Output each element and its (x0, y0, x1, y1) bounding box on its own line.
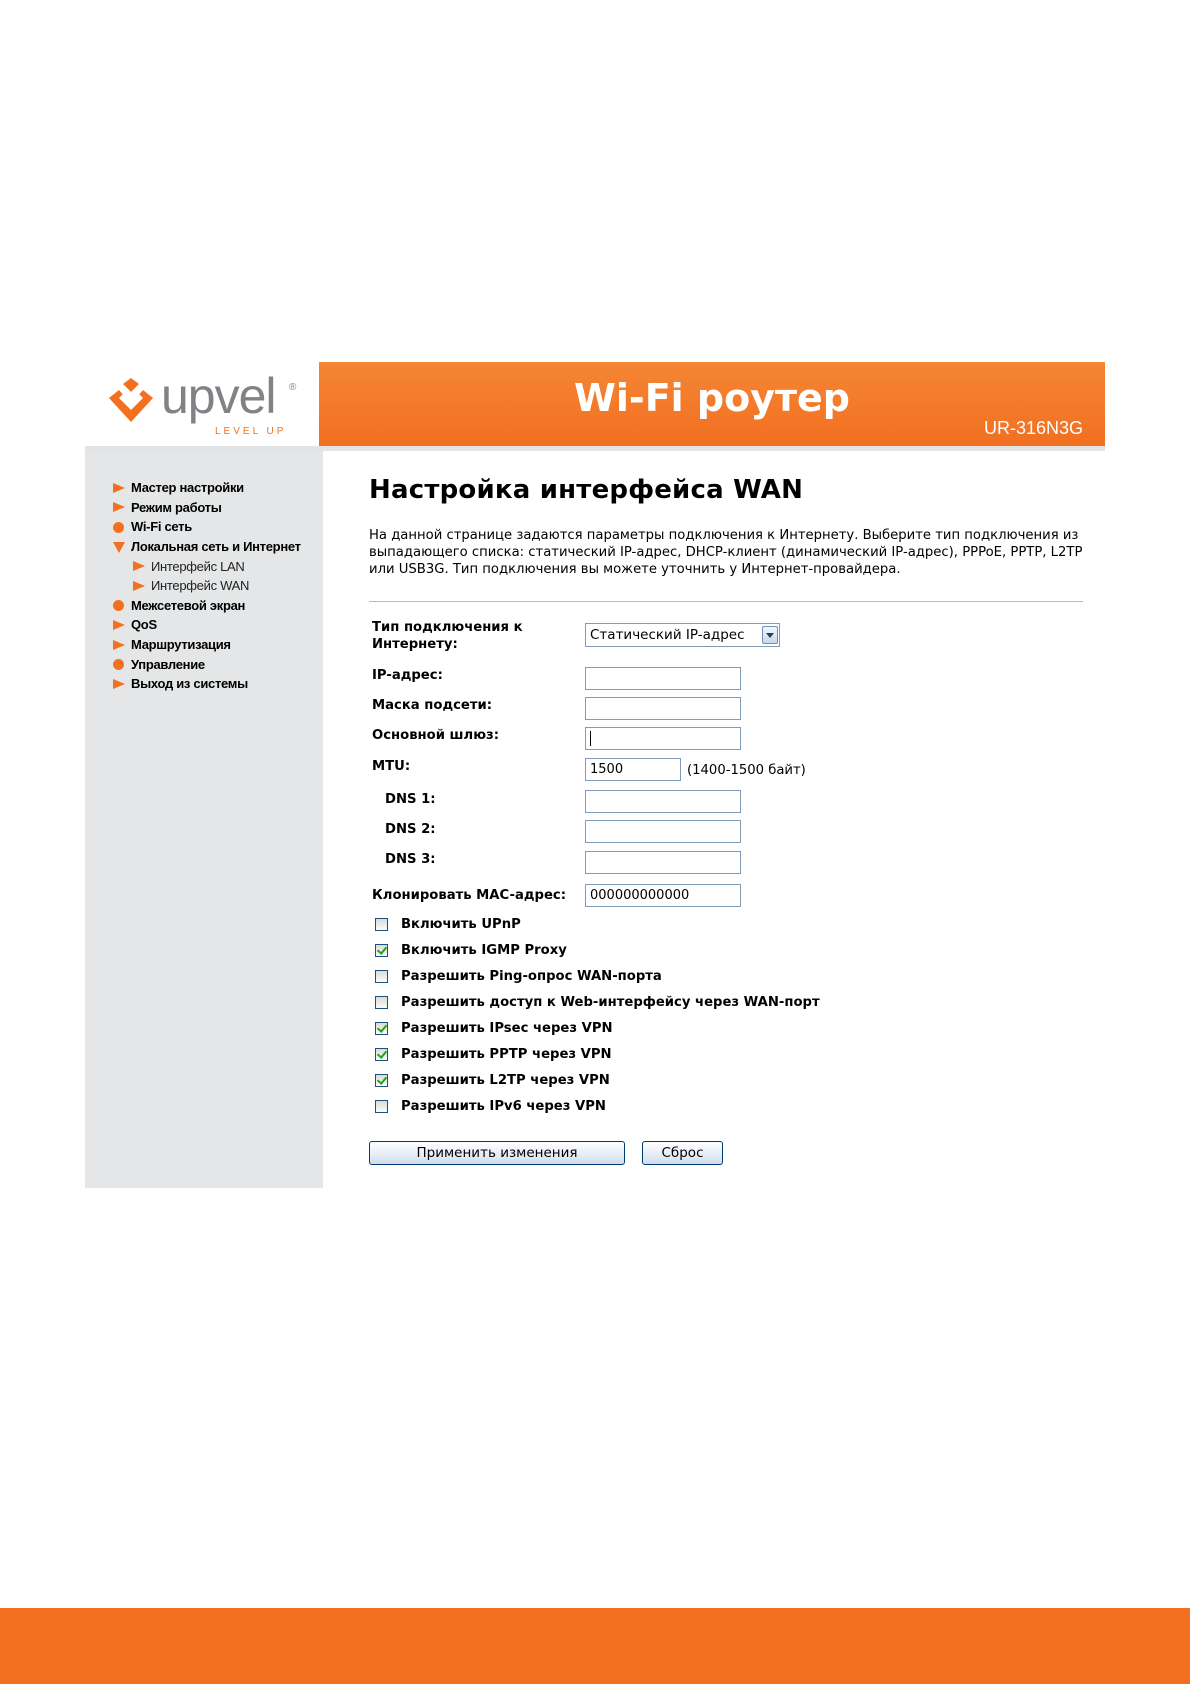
checkbox-label: Разрешить L2TP через VPN (401, 1072, 610, 1088)
checkbox-igmp-proxy[interactable] (375, 941, 567, 959)
connection-type-value: Статический IP-адрес (590, 627, 745, 643)
sidebar-item-wifi[interactable] (113, 517, 301, 537)
sidebar-item-logout[interactable] (113, 674, 301, 694)
circle-icon (113, 521, 127, 533)
sidebar-item-label: Межсетевой экран (131, 597, 246, 613)
sidebar (85, 451, 323, 1188)
circle-icon (113, 658, 127, 670)
triangle-right-icon (113, 482, 127, 494)
sidebar-item-management[interactable] (113, 654, 301, 674)
l2tp-vpn-checkbox[interactable] (375, 1074, 388, 1087)
ip-address-label: IP-адрес: (372, 668, 443, 683)
banner-title: Wi-Fi роутер (573, 376, 850, 420)
pptp-vpn-checkbox[interactable] (375, 1048, 388, 1061)
wan-web-access-checkbox[interactable] (375, 996, 388, 1009)
triangle-right-icon (113, 639, 127, 651)
ip-address-input[interactable] (585, 667, 741, 690)
dns1-input[interactable] (585, 790, 741, 813)
logo (85, 362, 319, 446)
checkbox-label: Включить IGMP Proxy (401, 942, 567, 958)
sidebar-nav (113, 478, 301, 694)
logo-registered-mark: ® (289, 382, 297, 393)
checkbox-upnp[interactable] (375, 915, 521, 933)
page-description: На данной странице задаются параметры подключения к Интернету. Выберите тип подключения из выпадающего списка: статический IP-адрес, DHCP-клиент (динамический IP-адрес), PPPoE, PPTP, L2TP или USB3G. Тип подключения вы можете уточнить у Интернет-провайдера. (369, 528, 1083, 577)
sidebar-item-label: Режим работы (131, 499, 222, 515)
checkbox-label: Разрешить Ping-опрос WAN-порта (401, 968, 662, 984)
dns2-label: DNS 2: (385, 822, 436, 837)
checkbox-wan-web-access[interactable] (375, 993, 820, 1011)
dns2-input[interactable] (585, 820, 741, 843)
apply-changes-button[interactable]: Применить изменения (369, 1141, 625, 1165)
text-cursor (590, 731, 591, 746)
checkbox-l2tp-vpn[interactable] (375, 1071, 610, 1089)
triangle-right-icon (113, 619, 127, 631)
sidebar-item-lan-internet[interactable] (113, 537, 301, 557)
wan-ping-checkbox[interactable] (375, 970, 388, 983)
sidebar-item-label: Интерфейс LAN (151, 558, 245, 574)
triangle-down-icon (113, 541, 127, 553)
checkbox-wan-ping[interactable] (375, 967, 662, 985)
gateway-label: Основной шлюз: (372, 728, 499, 743)
checkbox-pptp-vpn[interactable] (375, 1045, 612, 1063)
sidebar-item-operation-mode[interactable] (113, 498, 301, 518)
mtu-label: MTU: (372, 759, 411, 774)
mtu-range-hint: (1400-1500 байт) (687, 763, 806, 778)
clone-mac-label: Клонировать MAC-адрес: (372, 888, 566, 903)
triangle-right-icon (133, 580, 147, 592)
divider (369, 601, 1083, 602)
connection-type-select[interactable] (585, 623, 780, 647)
sidebar-item-label: Локальная сеть и Интернет (131, 539, 301, 555)
sidebar-item-label: Мастер настройки (131, 480, 244, 496)
igmp-proxy-checkbox[interactable] (375, 944, 388, 957)
checkbox-label: Разрешить доступ к Web-интерфейсу через WAN-порт (401, 994, 820, 1010)
page-title: Настройка интерфейса WAN (369, 475, 804, 505)
sidebar-item-label: Интерфейс WAN (151, 578, 250, 594)
ipv6-vpn-checkbox[interactable] (375, 1100, 388, 1113)
reset-button[interactable]: Сброс (642, 1141, 723, 1165)
checkbox-label: Разрешить IPv6 через VPN (401, 1098, 606, 1114)
checkbox-label: Разрешить IPsec через VPN (401, 1020, 613, 1036)
subnet-mask-input[interactable] (585, 697, 741, 720)
ipsec-vpn-checkbox[interactable] (375, 1022, 388, 1035)
triangle-right-icon (133, 560, 147, 572)
sidebar-item-lan-interface[interactable] (113, 556, 301, 576)
upnp-checkbox[interactable] (375, 918, 388, 931)
sidebar-item-qos[interactable] (113, 615, 301, 635)
clone-mac-input[interactable] (585, 884, 741, 907)
sidebar-item-label: Выход из системы (131, 676, 248, 692)
circle-icon (113, 599, 127, 611)
sidebar-item-label: Маршрутизация (131, 637, 231, 653)
dns3-label: DNS 3: (385, 852, 436, 867)
sidebar-item-routing[interactable] (113, 635, 301, 655)
chevron-down-icon[interactable] (762, 626, 778, 644)
mtu-input[interactable] (585, 758, 681, 781)
sidebar-item-label: Управление (131, 656, 205, 672)
dns3-input[interactable] (585, 851, 741, 874)
subnet-mask-label: Маска подсети: (372, 698, 493, 713)
sidebar-item-label: Wi-Fi сеть (131, 519, 192, 535)
upvel-logo-icon (105, 376, 157, 428)
triangle-right-icon (113, 501, 127, 513)
sidebar-item-firewall[interactable] (113, 596, 301, 616)
gateway-input[interactable] (585, 727, 741, 750)
logo-tagline: LEVEL UP (215, 426, 287, 437)
footer-bar (0, 1608, 1190, 1684)
sidebar-item-setup-wizard[interactable] (113, 478, 301, 498)
connection-type-label: Тип подключения к Интернету: (372, 620, 523, 652)
checkbox-ipv6-vpn[interactable] (375, 1097, 606, 1115)
model-name: UR-316N3G (983, 418, 1083, 438)
sidebar-item-label: QoS (131, 617, 157, 633)
header-banner (319, 362, 1105, 446)
checkbox-label: Разрешить PPTP через VPN (401, 1046, 612, 1062)
checkbox-ipsec-vpn[interactable] (375, 1019, 613, 1037)
logo-wordmark: upvel (161, 368, 276, 424)
checkbox-label: Включить UPnP (401, 916, 521, 932)
sidebar-item-wan-interface[interactable] (113, 576, 301, 596)
dns1-label: DNS 1: (385, 792, 436, 807)
triangle-right-icon (113, 678, 127, 690)
